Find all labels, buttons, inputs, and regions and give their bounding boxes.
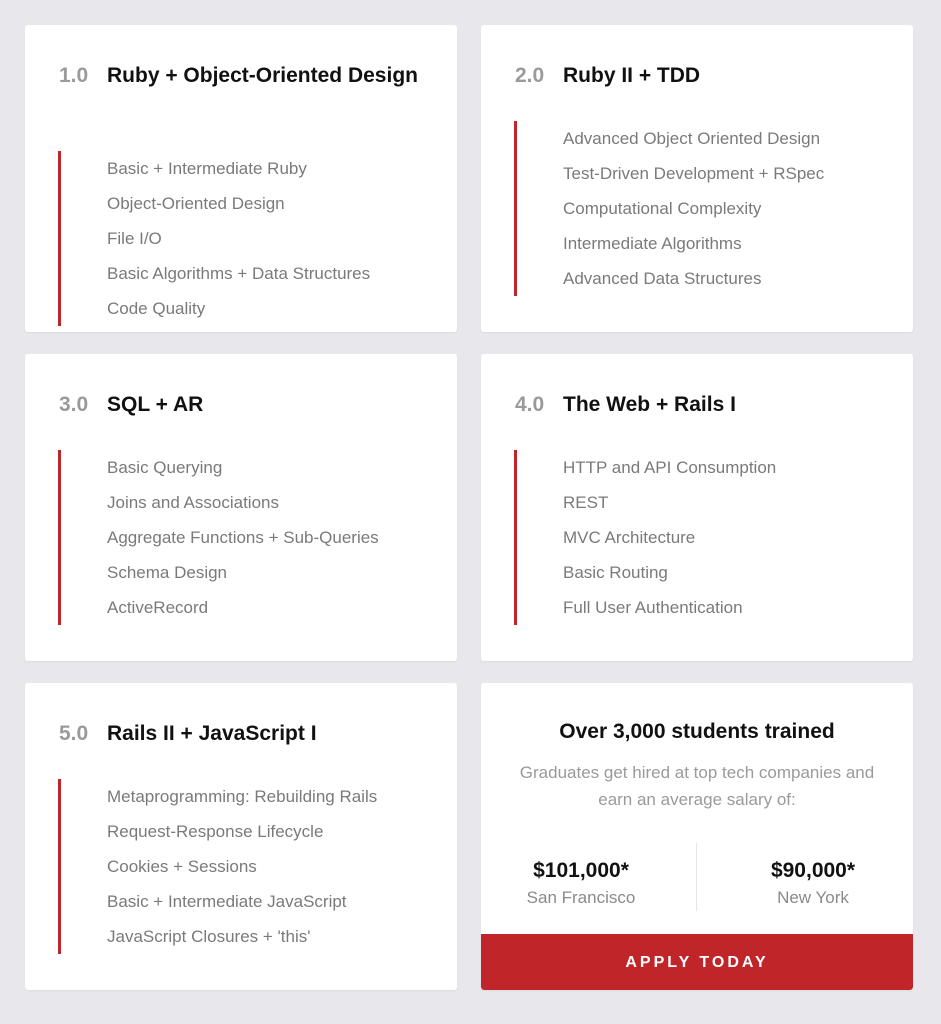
topic-item: ActiveRecord	[107, 598, 209, 617]
module-name: Ruby II + TDD	[563, 64, 701, 87]
module-title	[59, 719, 423, 749]
topic-item: MVC Architecture	[563, 528, 696, 547]
topic-item: File I/O	[107, 229, 162, 248]
module-number: 2.0	[515, 64, 545, 87]
topic-item: Advanced Data Structures	[563, 269, 762, 288]
module-card-1	[25, 25, 457, 332]
topic-item: Aggregate Functions + Sub-Queries	[107, 528, 379, 547]
module-name: Rails II + JavaScript I	[107, 722, 317, 745]
module-name: SQL + AR	[107, 393, 204, 416]
topic-item: Joins and Associations	[107, 493, 279, 512]
topic-item: JavaScript Closures + 'this'	[107, 927, 311, 946]
module-title	[515, 390, 879, 420]
module-name: Ruby + Object-Oriented Design	[107, 64, 418, 87]
module-number: 5.0	[59, 722, 89, 745]
topic-item: Object-Oriented Design	[107, 194, 285, 213]
module-card-2	[481, 25, 913, 332]
topic-item: Full User Authentication	[563, 598, 743, 617]
topic-item: Intermediate Algorithms	[563, 234, 742, 253]
topic-item: Metaprogramming: Rebuilding Rails	[107, 787, 378, 806]
topic-item: Basic Routing	[563, 563, 668, 582]
salary-amount: $101,000*	[533, 859, 629, 882]
salary-city: San Francisco	[526, 888, 636, 907]
topic-list	[58, 151, 370, 326]
topic-item: Advanced Object Oriented Design	[563, 129, 821, 148]
module-title	[515, 61, 879, 91]
topic-item: Basic Querying	[107, 458, 223, 477]
apply-today-button[interactable]: APPLY TODAY	[481, 934, 913, 990]
topic-list	[58, 779, 377, 954]
topic-item: HTTP and API Consumption	[563, 458, 777, 477]
topic-item: Cookies + Sessions	[107, 857, 257, 876]
topic-item: Code Quality	[107, 299, 206, 318]
topic-list	[514, 450, 776, 625]
stats-title: Over 3,000 students trained	[559, 720, 835, 743]
module-title	[59, 61, 423, 91]
stats-card	[481, 683, 913, 990]
salary-san-francisco	[481, 843, 681, 909]
topic-item: Schema Design	[107, 563, 228, 582]
module-title	[59, 390, 423, 420]
topic-list	[58, 450, 379, 625]
module-number: 1.0	[59, 64, 89, 87]
module-card-5	[25, 683, 457, 990]
topic-item: Computational Complexity	[563, 199, 762, 218]
module-number: 4.0	[515, 393, 545, 416]
module-card-4	[481, 354, 913, 661]
salary-amount: $90,000*	[770, 859, 856, 882]
module-name: The Web + Rails I	[563, 393, 736, 416]
module-number: 3.0	[59, 393, 89, 416]
stats-subtitle: Graduates get hired at top tech companies and earn an average salary of:	[519, 763, 875, 809]
topic-item: Basic + Intermediate Ruby	[107, 159, 307, 178]
topic-item: Test-Driven Development + RSpec	[563, 164, 825, 183]
topic-list	[514, 121, 824, 296]
topic-item: Basic Algorithms + Data Structures	[107, 264, 371, 283]
salary-city: New York	[777, 888, 849, 907]
salary-divider	[696, 843, 697, 911]
salary-row	[481, 843, 913, 911]
topic-item: REST	[563, 493, 609, 512]
topic-item: Basic + Intermediate JavaScript	[107, 892, 347, 911]
module-card-3	[25, 354, 457, 661]
salary-new-york	[713, 843, 913, 909]
topic-item: Request-Response Lifecycle	[107, 822, 324, 841]
